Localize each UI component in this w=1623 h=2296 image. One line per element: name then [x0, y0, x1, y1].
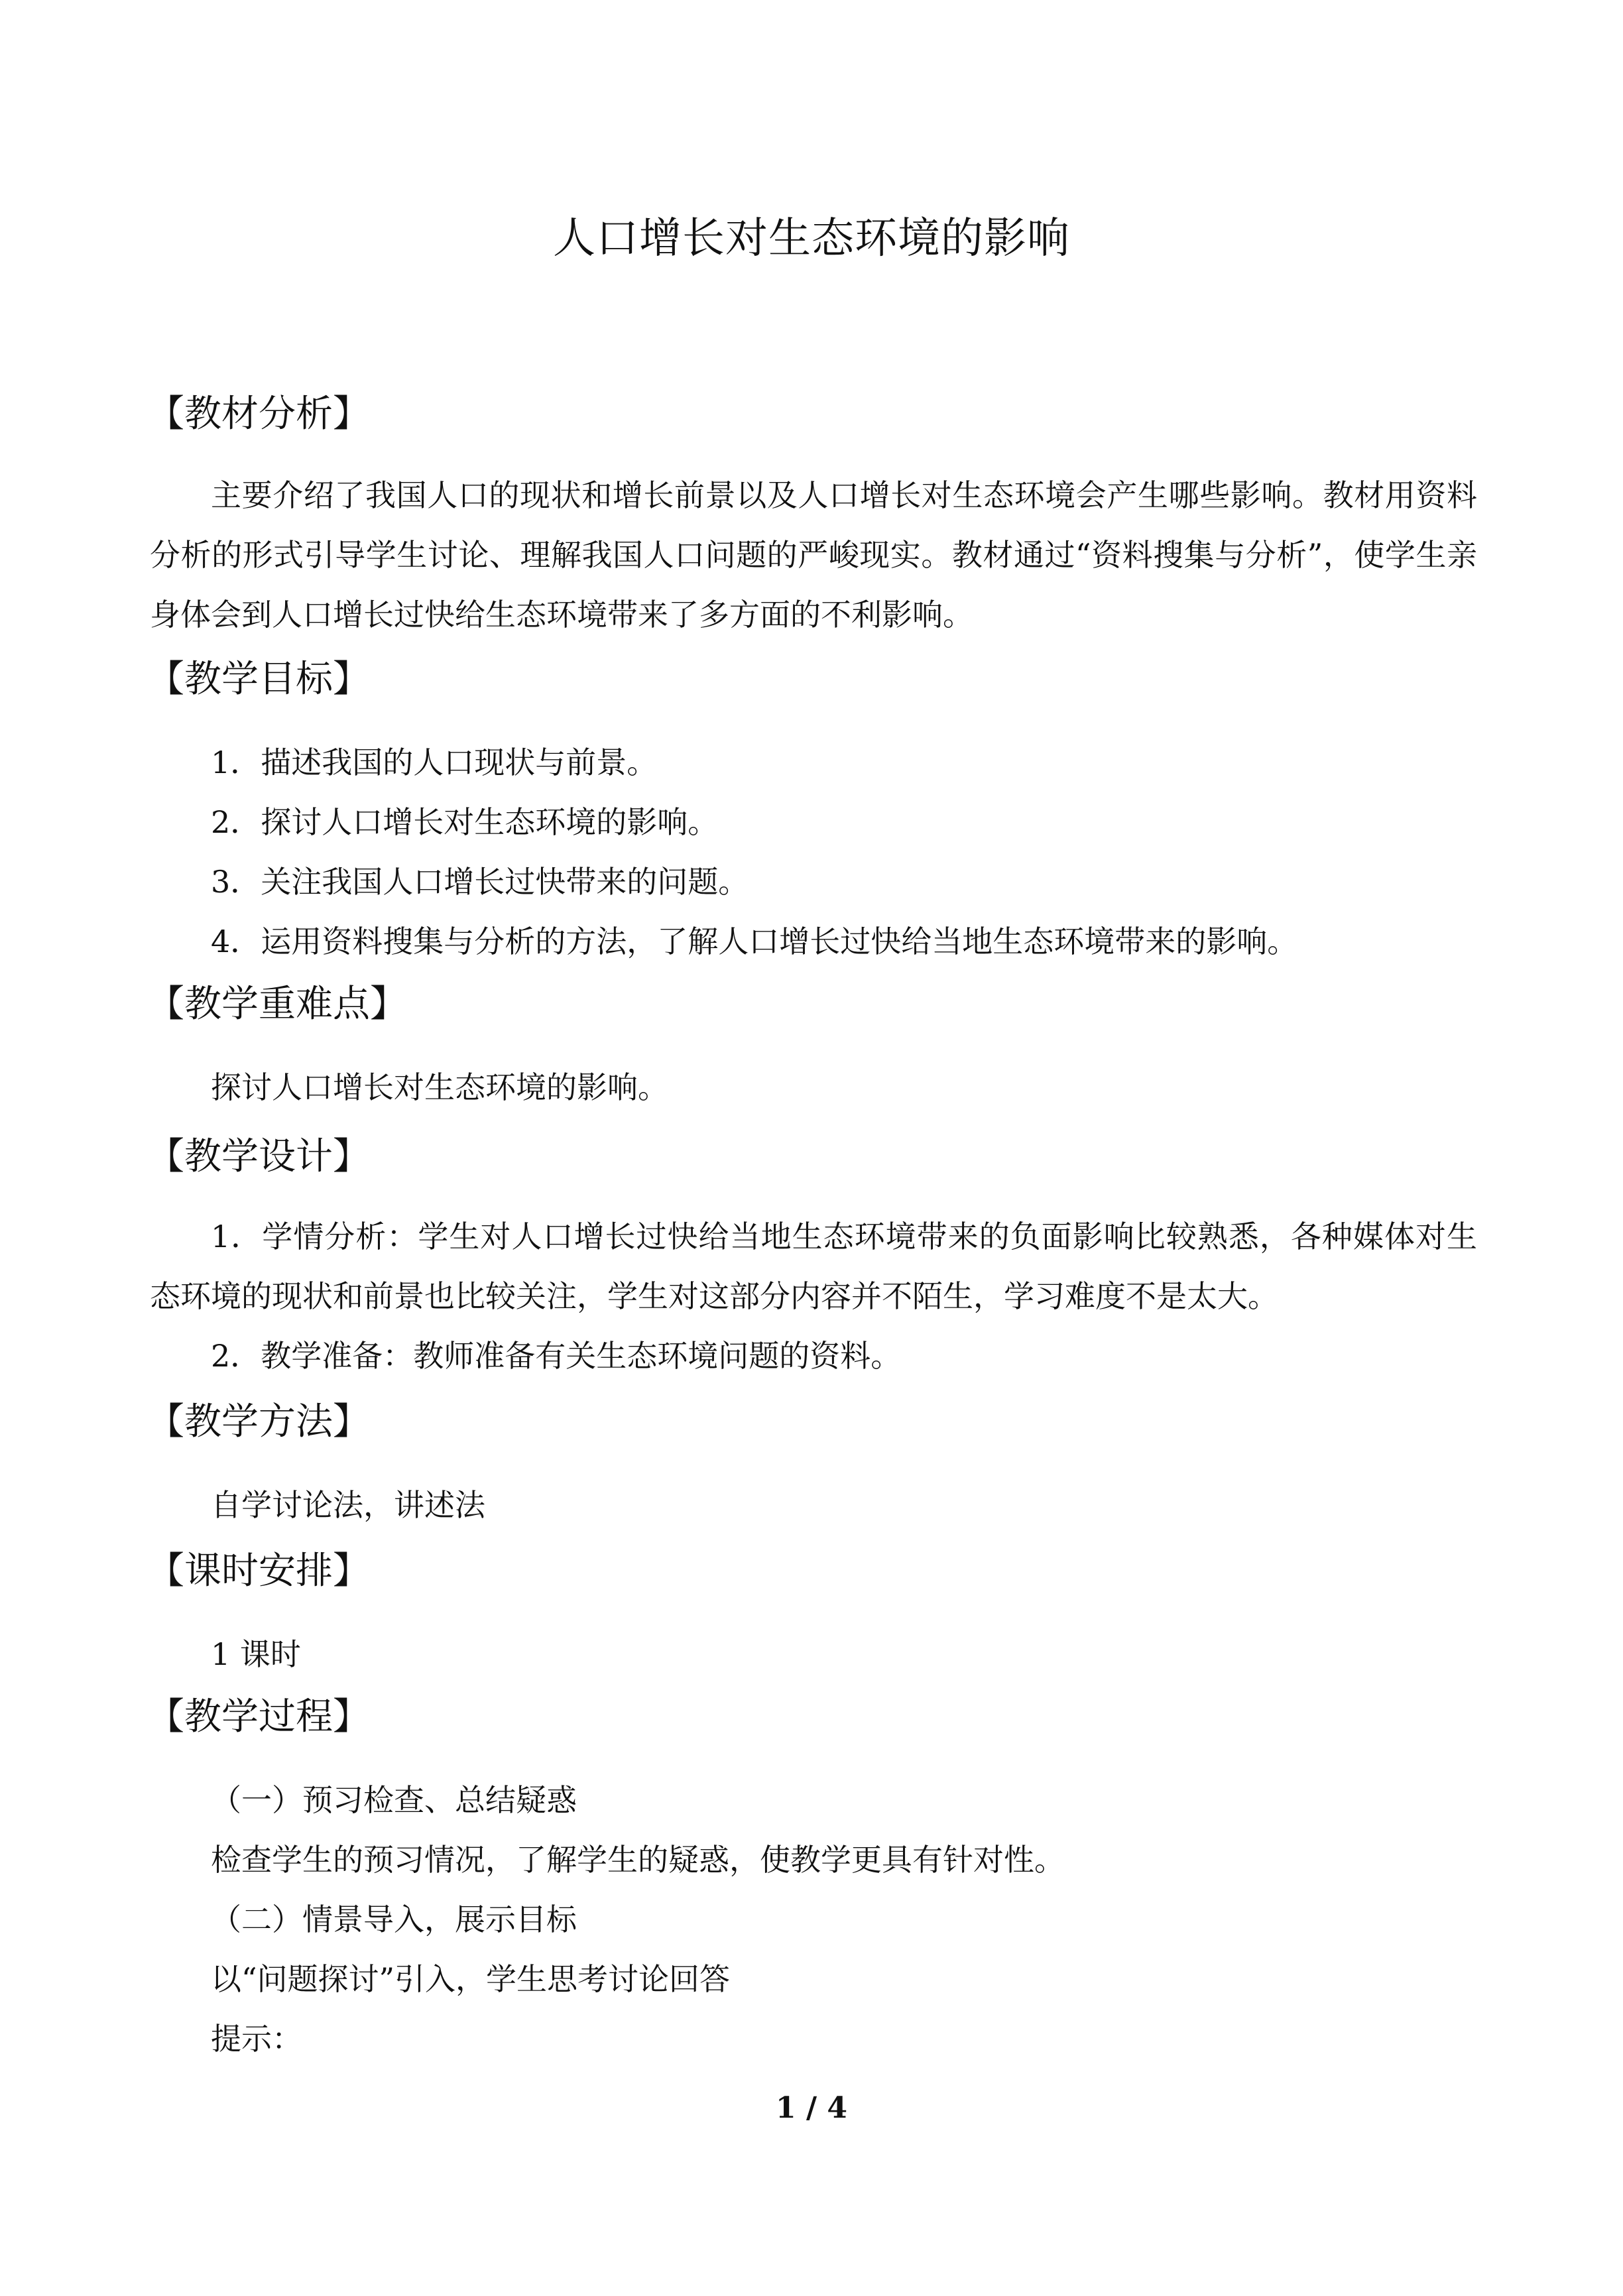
process-line-2: 检查学生的预习情况，了解学生的疑惑，使教学更具有针对性。 — [211, 1842, 1065, 1878]
section-heading-schedule: 【课时安排】 — [147, 1549, 370, 1593]
page-number: 1 / 4 — [776, 2091, 847, 2125]
section-heading-methods: 【教学方法】 — [147, 1400, 370, 1443]
schedule-text: 1 课时 — [211, 1636, 301, 1672]
goal-item-4: 4．运用资料搜集与分析的方法，了解人口增长过快给当地生态环境带来的影响。 — [211, 924, 1298, 959]
process-line-4: 以“问题探讨”引入，学生思考讨论回答 — [211, 1961, 731, 1997]
section-heading-goals: 【教学目标】 — [147, 658, 370, 701]
goal-item-1: 1．描述我国的人口现状与前景。 — [211, 745, 658, 780]
key-points-text: 探讨人口增长对生态环境的影响。 — [211, 1069, 668, 1105]
goal-item-2: 2．探讨人口增长对生态环境的影响。 — [211, 804, 719, 840]
document-title: 人口增长对生态环境的影响 — [553, 214, 1070, 263]
analysis-paragraph: 主要介绍了我国人口的现状和增长前景以及人口增长对生态环境会产生哪些影响。教材用资料分析的形式引导学生讨论、理解我国人口问题的严峻现实。教材通过“资料搜集与分析”，使学生亲身体会到人口增长过快给生态环境带来了多方面的不利影响。 — [150, 477, 1477, 633]
process-line-5: 提示： — [211, 2021, 302, 2057]
section-heading-design: 【教学设计】 — [147, 1135, 370, 1178]
process-line-1: （一）预习检查、总结疑惑 — [211, 1782, 577, 1818]
methods-text: 自学讨论法，讲述法 — [211, 1487, 485, 1523]
process-line-3: （二）情景导入，展示目标 — [211, 1902, 577, 1937]
design-item-1: 1．学情分析：学生对人口增长过快给当地生态环境带来的负面影响比较熟悉，各种媒体对生态环境的现状和前景也比较关注，学生对这部分内容并不陌生，学习难度不是太大。 — [150, 1219, 1477, 1314]
section-heading-analysis: 【教材分析】 — [147, 393, 370, 436]
design-item-2: 2．教学准备：教师准备有关生态环境问题的资料。 — [211, 1338, 902, 1374]
section-heading-process: 【教学过程】 — [147, 1695, 370, 1738]
goal-item-3: 3．关注我国人口增长过快带来的问题。 — [211, 864, 749, 900]
section-heading-key-points: 【教学重难点】 — [147, 983, 407, 1026]
